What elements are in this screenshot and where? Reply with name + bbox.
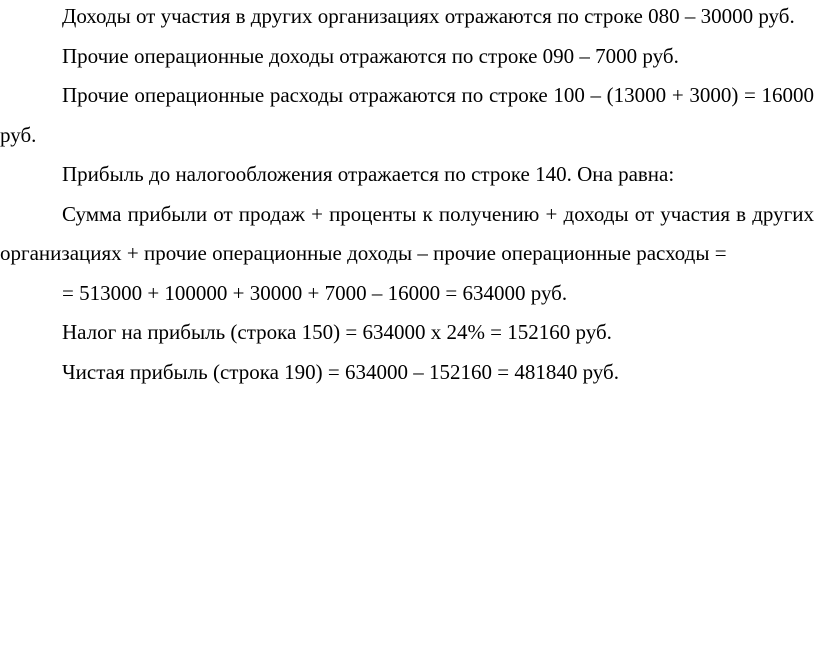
paragraph-profit-formula: Сумма прибыли от продаж + проценты к получению + доходы от участия в других организациях + прочие операционные доходы – прочие операционные расходы = <box>0 201 814 265</box>
paragraph-net-profit: Чистая прибыль (строка 190) = 634000 – 152160 = 481840 руб. <box>62 359 619 384</box>
paragraph-profit-before-tax: Прибыль до налогообложения отражается по строке 140. Она равна: <box>62 162 675 186</box>
paragraph-income-tax: Налог на прибыль (строка 150) = 634000 х 24% = 152160 руб. <box>62 320 612 344</box>
paragraph-income-participation: Доходы от участия в других организациях отражаются по строке 080 – 30000 руб. <box>62 4 795 28</box>
paragraph-profit-calculation: = 513000 + 100000 + 30000 + 7000 – 16000 = 634000 руб. <box>62 280 568 305</box>
paragraph-other-operating-expenses: Прочие операционные расходы отражаются по строке 100 – (13000 + 3000) = 16000 руб. <box>0 83 814 147</box>
paragraph-other-operating-income: Прочие операционные доходы отражаются по строке 090 – 7000 руб. <box>62 43 679 68</box>
